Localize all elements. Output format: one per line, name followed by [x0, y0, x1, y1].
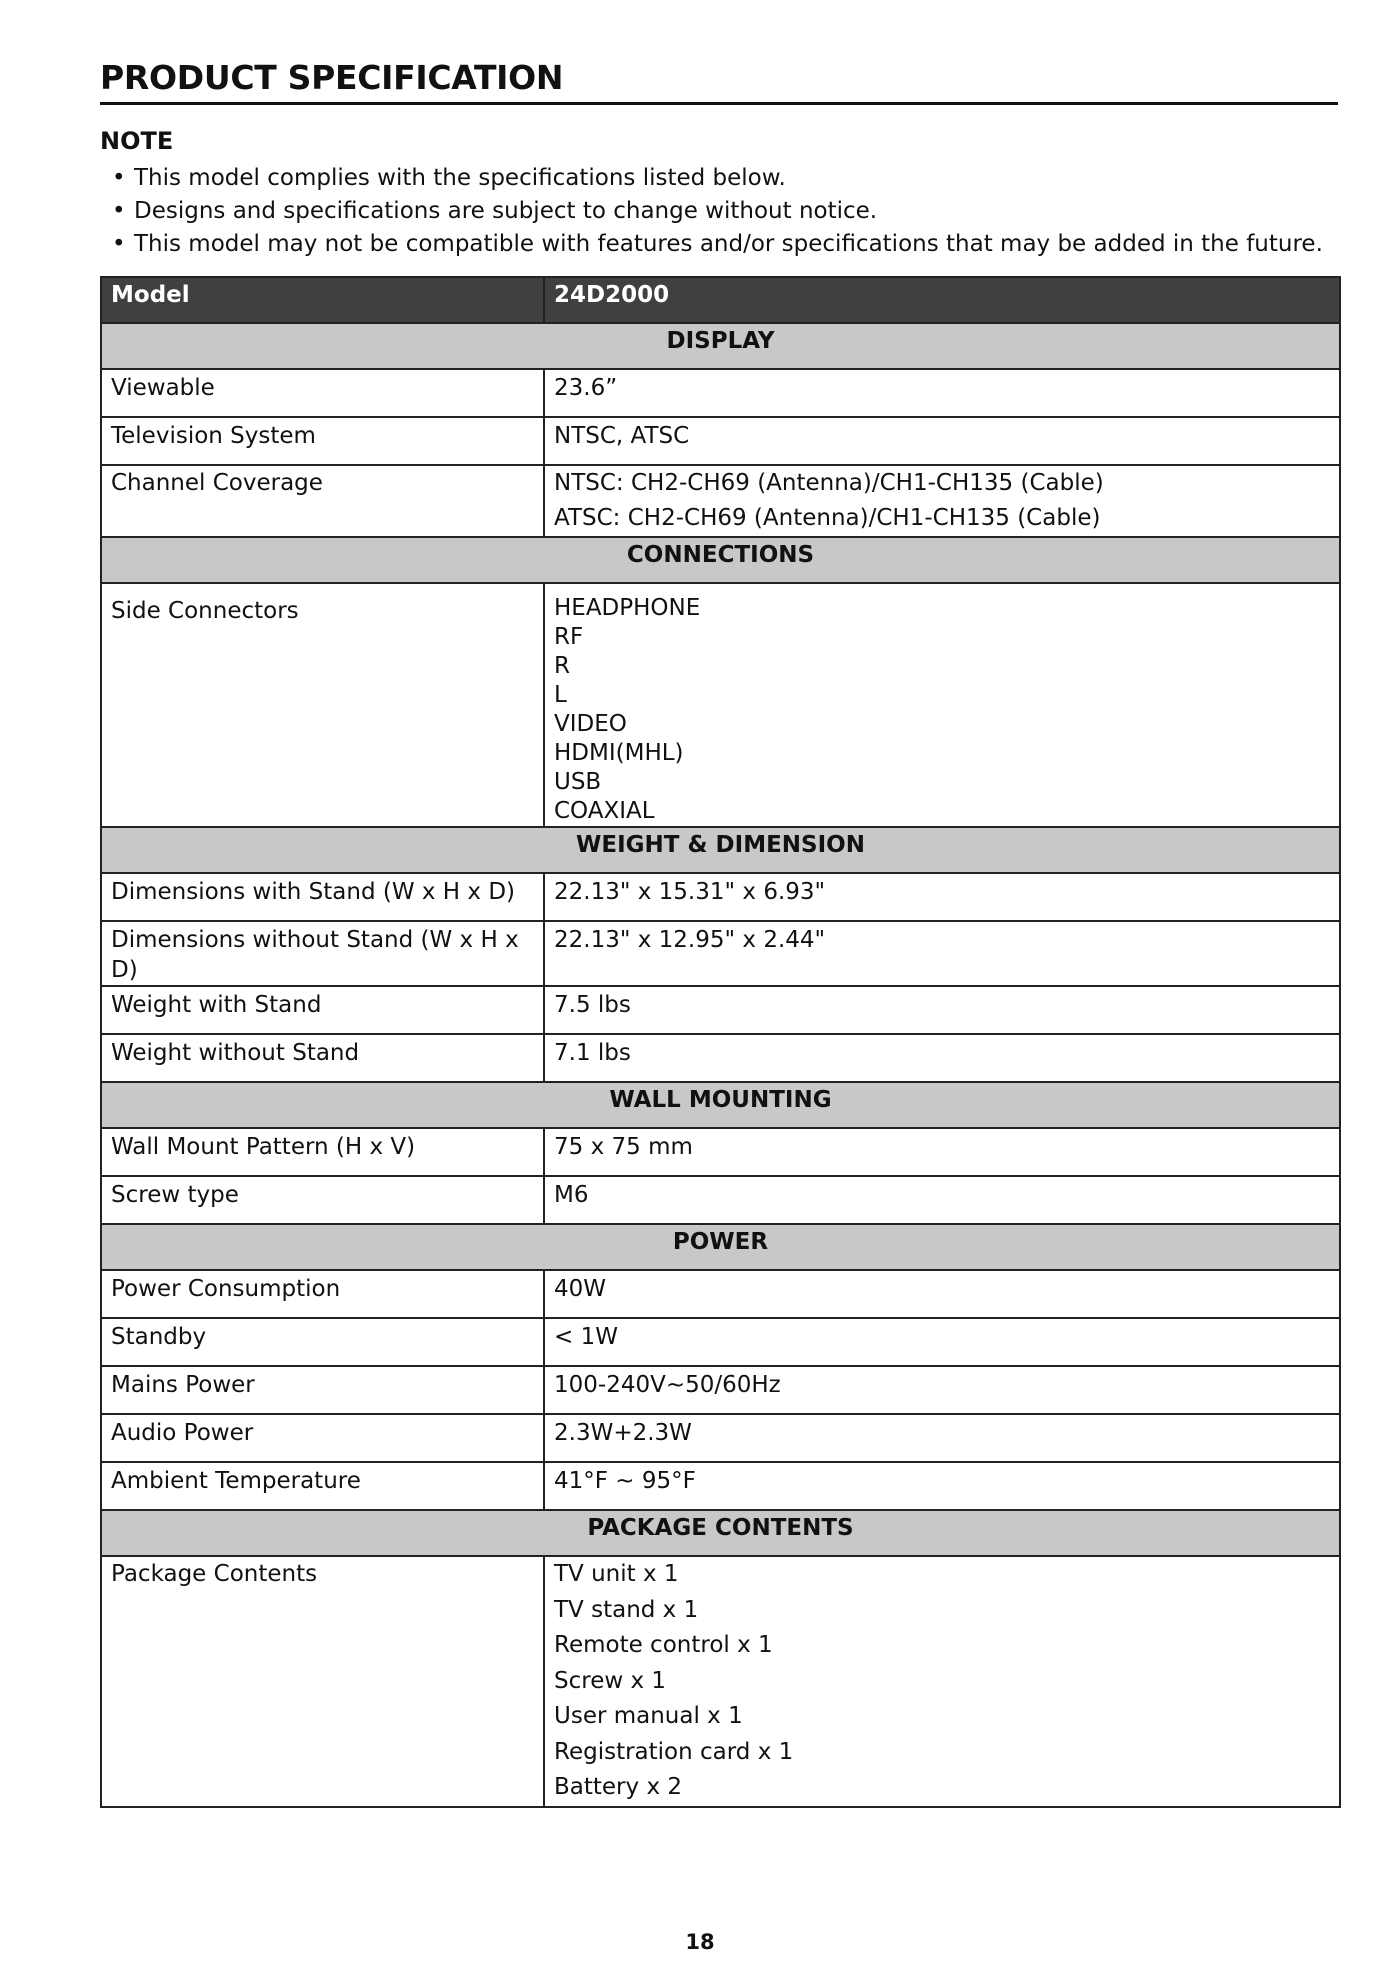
note-item: • This model may not be compatible with features and/or specifications that may be added in the future.: [112, 228, 1323, 261]
connector-item: HDMI(MHL): [554, 740, 684, 766]
connector-item: COAXIAL: [554, 798, 655, 824]
spec-value: 2.3W+2.3W: [544, 1414, 1340, 1462]
spec-row: [101, 1556, 1340, 1807]
spec-row: [101, 921, 1340, 986]
package-item: Remote control x 1: [554, 1632, 773, 1658]
spec-value: 7.5 lbs: [544, 986, 1340, 1034]
channel-atsc: ATSC: CH2-CH69 (Antenna)/CH1-CH135 (Cable): [554, 505, 1101, 531]
model-value: 24D2000: [544, 277, 1340, 323]
spec-label: Wall Mount Pattern (H x V): [101, 1128, 544, 1176]
spec-label: Weight with Stand: [101, 986, 544, 1034]
spec-row: [101, 583, 1340, 827]
connector-item: HEADPHONE: [554, 595, 701, 621]
package-item: TV unit x 1: [554, 1561, 679, 1587]
spec-row: [101, 1318, 1340, 1366]
spec-label: Side Connectors: [101, 583, 544, 827]
section-heading: WALL MOUNTING: [101, 1082, 1340, 1128]
spec-label: Screw type: [101, 1176, 544, 1224]
spec-label: Package Contents: [101, 1556, 544, 1807]
spec-row: [101, 465, 1340, 537]
spec-row: [101, 873, 1340, 921]
section-wall-mounting: [101, 1082, 1340, 1128]
spec-label: Television System: [101, 417, 544, 465]
connector-item: R: [554, 653, 570, 679]
package-item: Registration card x 1: [554, 1738, 794, 1765]
spec-value: 40W: [544, 1270, 1340, 1318]
spec-value: < 1W: [544, 1318, 1340, 1366]
package-item: Battery x 2: [554, 1774, 682, 1800]
title-divider: [100, 102, 1338, 105]
note-list: [112, 162, 1323, 261]
spec-value: NTSC, ATSC: [544, 417, 1340, 465]
channel-ntsc: NTSC: CH2-CH69 (Antenna)/CH1-CH135 (Cable): [554, 470, 1104, 496]
specification-table: [100, 276, 1341, 1808]
spec-label: Audio Power: [101, 1414, 544, 1462]
package-item: User manual x 1: [554, 1703, 743, 1729]
section-heading: WEIGHT & DIMENSION: [101, 827, 1340, 873]
spec-row: [101, 1414, 1340, 1462]
section-weight-dimension: [101, 827, 1340, 873]
section-heading: CONNECTIONS: [101, 537, 1340, 583]
model-header-row: [101, 277, 1340, 323]
connector-item: VIDEO: [554, 711, 627, 737]
spec-row: [101, 1128, 1340, 1176]
spec-label: Dimensions without Stand (W x H x D): [101, 921, 544, 986]
spec-label: Power Consumption: [101, 1270, 544, 1318]
package-item: Screw x 1: [554, 1667, 667, 1694]
spec-value: [544, 465, 1340, 537]
spec-label: Ambient Temperature: [101, 1462, 544, 1510]
page-number: 18: [685, 1930, 715, 1954]
spec-value: M6: [544, 1176, 1340, 1224]
note-item: • Designs and specifications are subject to change without notice.: [112, 195, 1323, 228]
section-package-contents: [101, 1510, 1340, 1556]
spec-row: [101, 1034, 1340, 1082]
spec-value: 100-240V~50/60Hz: [544, 1366, 1340, 1414]
spec-row: [101, 986, 1340, 1034]
spec-row: [101, 417, 1340, 465]
model-label: Model: [101, 277, 544, 323]
section-connections: [101, 537, 1340, 583]
spec-value: 7.1 lbs: [544, 1034, 1340, 1082]
spec-value: 23.6”: [544, 369, 1340, 417]
spec-row: [101, 1176, 1340, 1224]
spec-row: [101, 1462, 1340, 1510]
note-item: • This model complies with the specifications listed below.: [112, 162, 1323, 195]
spec-label: Channel Coverage: [101, 465, 544, 537]
page-title: PRODUCT SPECIFICATION: [100, 58, 564, 97]
package-item: TV stand x 1: [554, 1596, 699, 1623]
spec-value: 75 x 75 mm: [544, 1128, 1340, 1176]
spec-label: Viewable: [101, 369, 544, 417]
spec-label: Dimensions with Stand (W x H x D): [101, 873, 544, 921]
spec-label: Mains Power: [101, 1366, 544, 1414]
spec-label: Standby: [101, 1318, 544, 1366]
spec-value: [544, 1556, 1340, 1807]
section-heading: DISPLAY: [101, 323, 1340, 369]
note-heading: NOTE: [100, 127, 174, 155]
spec-row: [101, 1270, 1340, 1318]
connector-item: USB: [554, 769, 602, 795]
spec-label: Weight without Stand: [101, 1034, 544, 1082]
spec-value: 41°F ~ 95°F: [544, 1462, 1340, 1510]
connector-item: L: [554, 682, 567, 708]
section-heading: PACKAGE CONTENTS: [101, 1510, 1340, 1556]
connector-item: RF: [554, 624, 584, 650]
section-heading: POWER: [101, 1224, 1340, 1270]
spec-value: [544, 583, 1340, 827]
spec-row: [101, 1366, 1340, 1414]
spec-value: 22.13" x 12.95" x 2.44": [544, 921, 1340, 986]
section-power: [101, 1224, 1340, 1270]
spec-row: [101, 369, 1340, 417]
spec-value: 22.13" x 15.31" x 6.93": [544, 873, 1340, 921]
section-display: [101, 323, 1340, 369]
